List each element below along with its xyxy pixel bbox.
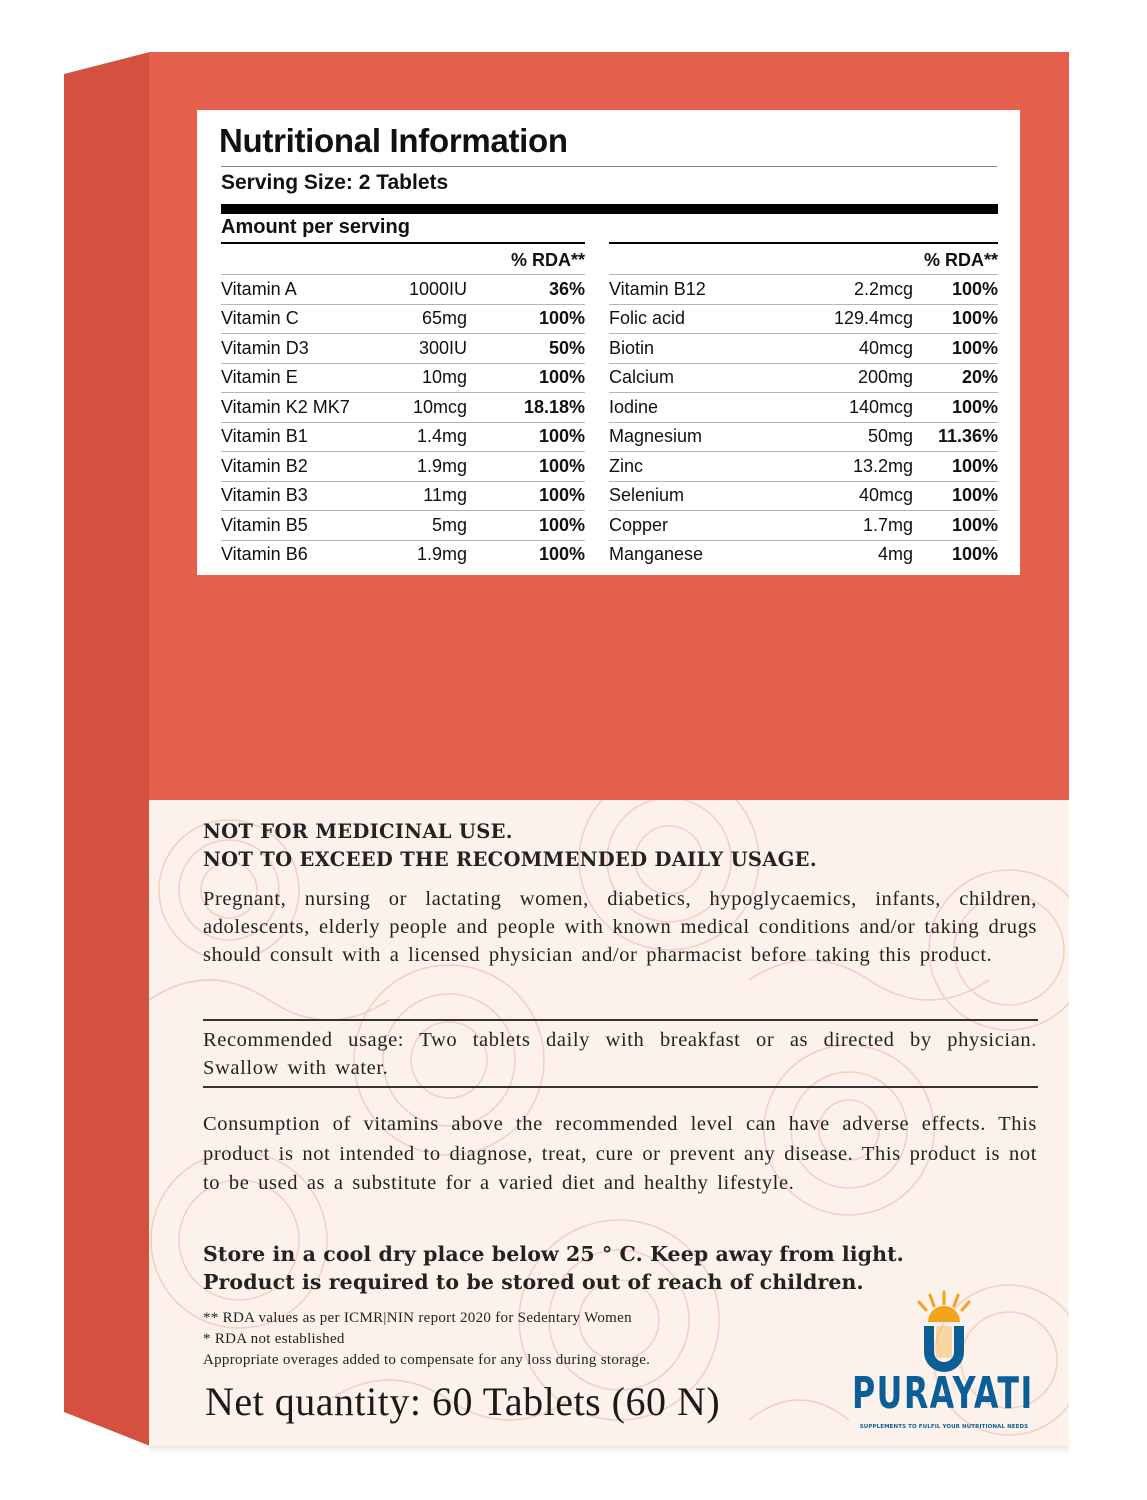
nutrient-name: Copper (609, 511, 769, 541)
nutrient-rda: 100% (913, 452, 998, 482)
nutrient-amount: 1.9mg (371, 452, 467, 482)
footnote-rda-not-established: * RDA not established (203, 1331, 345, 1347)
nutrient-table-left (221, 246, 585, 569)
nutrient-row (609, 422, 998, 452)
nutrient-name: Vitamin K2 MK7 (221, 393, 371, 423)
nutrient-name: Manganese (609, 544, 704, 565)
nutrient-row (221, 334, 585, 364)
box-side-panel (64, 52, 150, 1446)
usage-paragraph: Recommended usage: Two tablets daily with breakfast or as directed by physician. Swallow with water. (203, 1029, 1037, 1079)
nutrient-rda: 18.18% (467, 393, 585, 423)
brand-name: PURAYATI (852, 1368, 1034, 1419)
divider (203, 1019, 1038, 1021)
nutrient-amount: 1.9mg (416, 544, 467, 565)
nutrient-name: Vitamin B5 (221, 511, 371, 541)
nutrient-amount: 1000IU (371, 275, 467, 305)
nutrient-amount: 2.2mcg (769, 275, 913, 305)
nutrient-amount: 50mg (769, 422, 913, 452)
nutrient-amount: 10mg (371, 363, 467, 393)
nutrient-rda: 100% (467, 363, 585, 393)
nutrient-row (221, 363, 585, 393)
nutrient-row (221, 422, 585, 452)
nutrient-rda: 100% (913, 511, 998, 541)
table-header-row (609, 246, 998, 275)
nutrient-amount: 40mcg (769, 334, 913, 364)
nutrient-amount: 5mg (371, 511, 467, 541)
consult-paragraph: Pregnant, nursing or lactating women, diabetics, hypoglycaemics, infants, children, adolescents, elderly people and people with known medical conditions and/or taking drugs should consult with a licensed physician and/or pharmacist before taking this product. (203, 888, 1037, 966)
thick-rule (221, 204, 998, 214)
title-rule (221, 166, 997, 167)
nutrient-amount: 129.4mcg (769, 304, 913, 334)
nutrient-rda: 100% (913, 481, 998, 511)
panel-title: Nutritional Information (219, 122, 568, 159)
nutrient-name: Magnesium (609, 422, 769, 452)
nutrient-rda: 100% (951, 544, 998, 565)
nutrient-name: Vitamin B1 (221, 422, 371, 452)
nutrient-amount: 4mg (877, 544, 913, 565)
nutrient-rda: 100% (913, 334, 998, 364)
nutrient-amount: 140mcg (769, 393, 913, 423)
nutrient-name: Vitamin C (221, 304, 371, 334)
nutrient-row (221, 481, 585, 511)
nutrient-row (609, 481, 998, 511)
nutrient-row (609, 452, 998, 482)
nutrient-row (609, 511, 998, 541)
nutrient-rda: 100% (467, 452, 585, 482)
table-header-row (221, 246, 585, 275)
serving-size: Serving Size: 2 Tablets (221, 171, 449, 194)
box-shadow (149, 1446, 1069, 1454)
nutrient-name: Selenium (609, 481, 769, 511)
nutrient-rda: 100% (913, 275, 998, 305)
nutrient-name: Vitamin B6 (221, 544, 308, 565)
adverse-paragraph: Consumption of vitamins above the recommended level can have adverse effects. This product is not intended to diagnose, treat, cure or prevent any disease. This product is not to be used as a substitute for a varied diet and healthy lifestyle. (203, 1113, 1037, 1194)
right-table-rule (609, 242, 998, 244)
nutrition-panel (197, 110, 1020, 575)
nutrient-table-right (609, 246, 998, 569)
nutrient-amount: 300IU (371, 334, 467, 364)
nutrient-row (609, 540, 998, 569)
nutrient-amount: 200mg (769, 363, 913, 393)
nutrient-name: Zinc (609, 452, 769, 482)
nutrient-name: Biotin (609, 334, 769, 364)
nutrient-rda: 100% (467, 304, 585, 334)
nutrient-row (609, 393, 998, 423)
nutrient-name: Calcium (609, 363, 769, 393)
brand-tagline: SUPPLEMENTS TO FULFIL YOUR NUTRITIONAL NEEDS (859, 1424, 1029, 1430)
nutrient-name: Vitamin A (221, 275, 371, 305)
nutrient-row (221, 304, 585, 334)
storage-line-1: Store in a cool dry place below 25 ° C. Keep away from light. (203, 1242, 904, 1266)
nutrient-name: Iodine (609, 393, 769, 423)
nutrient-name: Vitamin D3 (221, 334, 371, 364)
amount-per-serving: Amount per serving (221, 216, 410, 238)
nutrient-amount: 40mcg (769, 481, 913, 511)
warning-daily-usage: NOT TO EXCEED THE RECOMMENDED DAILY USAGE. (203, 848, 817, 871)
nutrient-name: Vitamin E (221, 363, 371, 393)
nutrient-row (609, 363, 998, 393)
nutrient-amount: 65mg (371, 304, 467, 334)
net-quantity: Net quantity: 60 Tablets (60 N) (205, 1379, 721, 1424)
nutrient-amount: 11mg (371, 481, 467, 511)
footnote-rda-source: ** RDA values as per ICMR|NIN report 2020 for Sedentary Women (203, 1310, 632, 1326)
nutrient-amount: 13.2mg (769, 452, 913, 482)
nutrient-rda: 20% (913, 363, 998, 393)
nutrient-row (221, 452, 585, 482)
nutrient-amount: 1.7mg (769, 511, 913, 541)
footnote-overages: Appropriate overages added to compensate for any loss during storage. (203, 1352, 651, 1368)
nutrient-name: Folic acid (609, 304, 769, 334)
nutrient-rda: 50% (467, 334, 585, 364)
nutrient-row (221, 540, 585, 569)
nutrient-rda: 100% (467, 481, 585, 511)
nutrient-rda: 11.36% (913, 422, 998, 452)
nutrient-row (221, 393, 585, 423)
left-table-rule (221, 242, 585, 244)
nutrient-amount: 10mcg (371, 393, 467, 423)
nutrient-rda: 100% (467, 422, 585, 452)
nutrient-rda: 100% (913, 304, 998, 334)
nutrient-amount: 1.4mg (371, 422, 467, 452)
nutrient-row (221, 511, 585, 541)
warning-not-medicinal: NOT FOR MEDICINAL USE. (203, 820, 513, 843)
nutrient-rda: 100% (913, 393, 998, 423)
nutrient-row (221, 275, 585, 305)
storage-line-2: Product is required to be stored out of reach of children. (203, 1270, 864, 1294)
nutrient-rda: 36% (467, 275, 585, 305)
rda-header: % RDA** (913, 246, 998, 275)
nutrient-rda: 100% (538, 544, 585, 565)
divider (203, 1086, 1038, 1088)
rda-header: % RDA** (467, 246, 585, 275)
nutrient-row (609, 304, 998, 334)
nutrient-row (609, 275, 998, 305)
nutrient-rda: 100% (467, 511, 585, 541)
nutrient-name: Vitamin B3 (221, 481, 371, 511)
nutrient-name: Vitamin B2 (221, 452, 371, 482)
nutrient-name: Vitamin B12 (609, 275, 769, 305)
nutrient-row (609, 334, 998, 364)
